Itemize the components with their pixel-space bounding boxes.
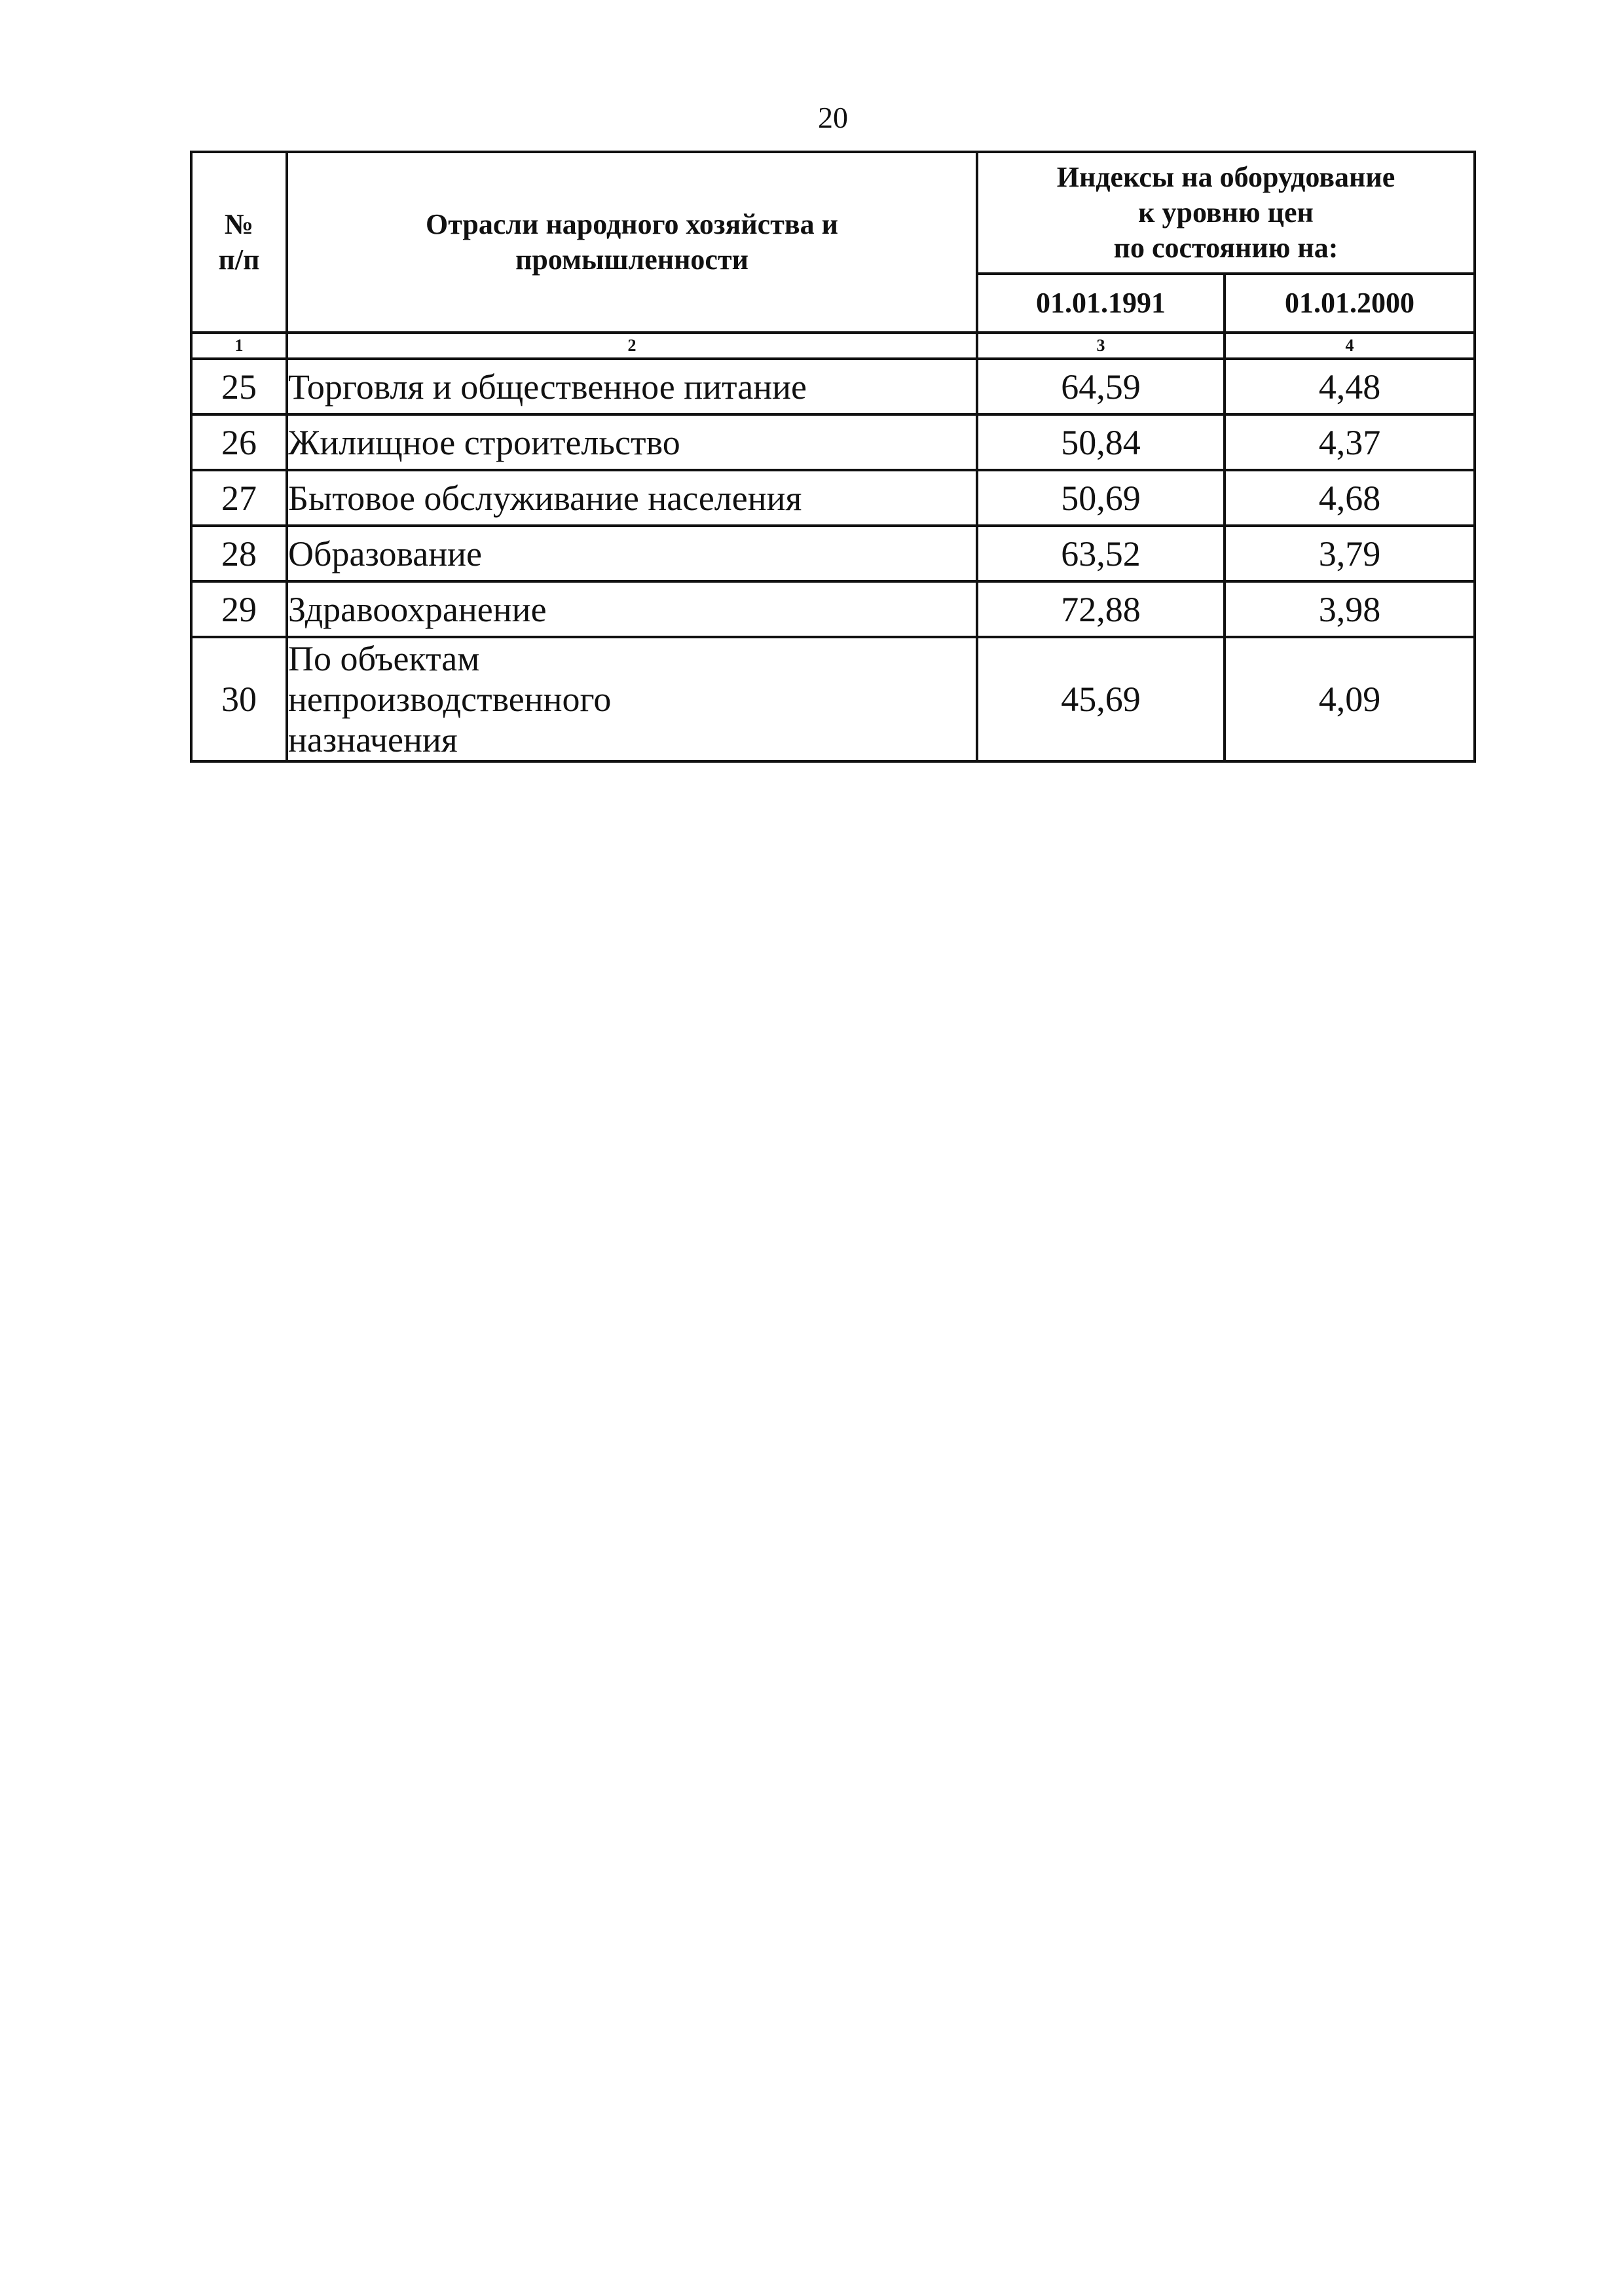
row-branch: По объектам непроизводственного назначения <box>287 637 977 761</box>
column-numbers-row <box>191 333 1475 359</box>
column-number: 2 <box>287 333 977 359</box>
header-row <box>191 152 1475 274</box>
row-index-1991: 64,59 <box>977 359 1225 414</box>
row-index-2000: 4,48 <box>1225 359 1475 414</box>
indices-table <box>190 151 1476 763</box>
row-index-1991: 72,88 <box>977 581 1225 637</box>
table-row <box>191 581 1475 637</box>
row-number: 28 <box>191 526 287 581</box>
header-date-1991: 01.01.1991 <box>977 274 1225 333</box>
column-number: 3 <box>977 333 1225 359</box>
row-branch: Образование <box>287 526 977 581</box>
header-date-2000: 01.01.2000 <box>1225 274 1475 333</box>
row-branch: Здравоохранение <box>287 581 977 637</box>
column-number: 4 <box>1225 333 1475 359</box>
row-branch: Бытовое обслуживание населения <box>287 470 977 526</box>
table-row <box>191 359 1475 414</box>
row-index-1991: 45,69 <box>977 637 1225 761</box>
row-index-2000: 4,09 <box>1225 637 1475 761</box>
row-branch: Жилищное строительство <box>287 414 977 470</box>
page-number: 20 <box>818 101 848 134</box>
row-number: 25 <box>191 359 287 414</box>
row-branch: Торговля и общественное питание <box>287 359 977 414</box>
table-row <box>191 470 1475 526</box>
table-row <box>191 414 1475 470</box>
table-row <box>191 637 1475 761</box>
row-number: 26 <box>191 414 287 470</box>
row-index-2000: 3,79 <box>1225 526 1475 581</box>
row-number: 27 <box>191 470 287 526</box>
header-indices: Индексы на оборудование к уровню цен по состоянию на: <box>977 152 1475 274</box>
row-index-2000: 3,98 <box>1225 581 1475 637</box>
column-number: 1 <box>191 333 287 359</box>
header-branch: Отрасли народного хозяйства и промышленности <box>287 152 977 333</box>
header-number: № п/п <box>191 152 287 333</box>
row-number: 30 <box>191 637 287 761</box>
row-index-1991: 63,52 <box>977 526 1225 581</box>
row-index-2000: 4,68 <box>1225 470 1475 526</box>
row-index-1991: 50,69 <box>977 470 1225 526</box>
table-row <box>191 526 1475 581</box>
row-index-1991: 50,84 <box>977 414 1225 470</box>
row-index-2000: 4,37 <box>1225 414 1475 470</box>
row-number: 29 <box>191 581 287 637</box>
